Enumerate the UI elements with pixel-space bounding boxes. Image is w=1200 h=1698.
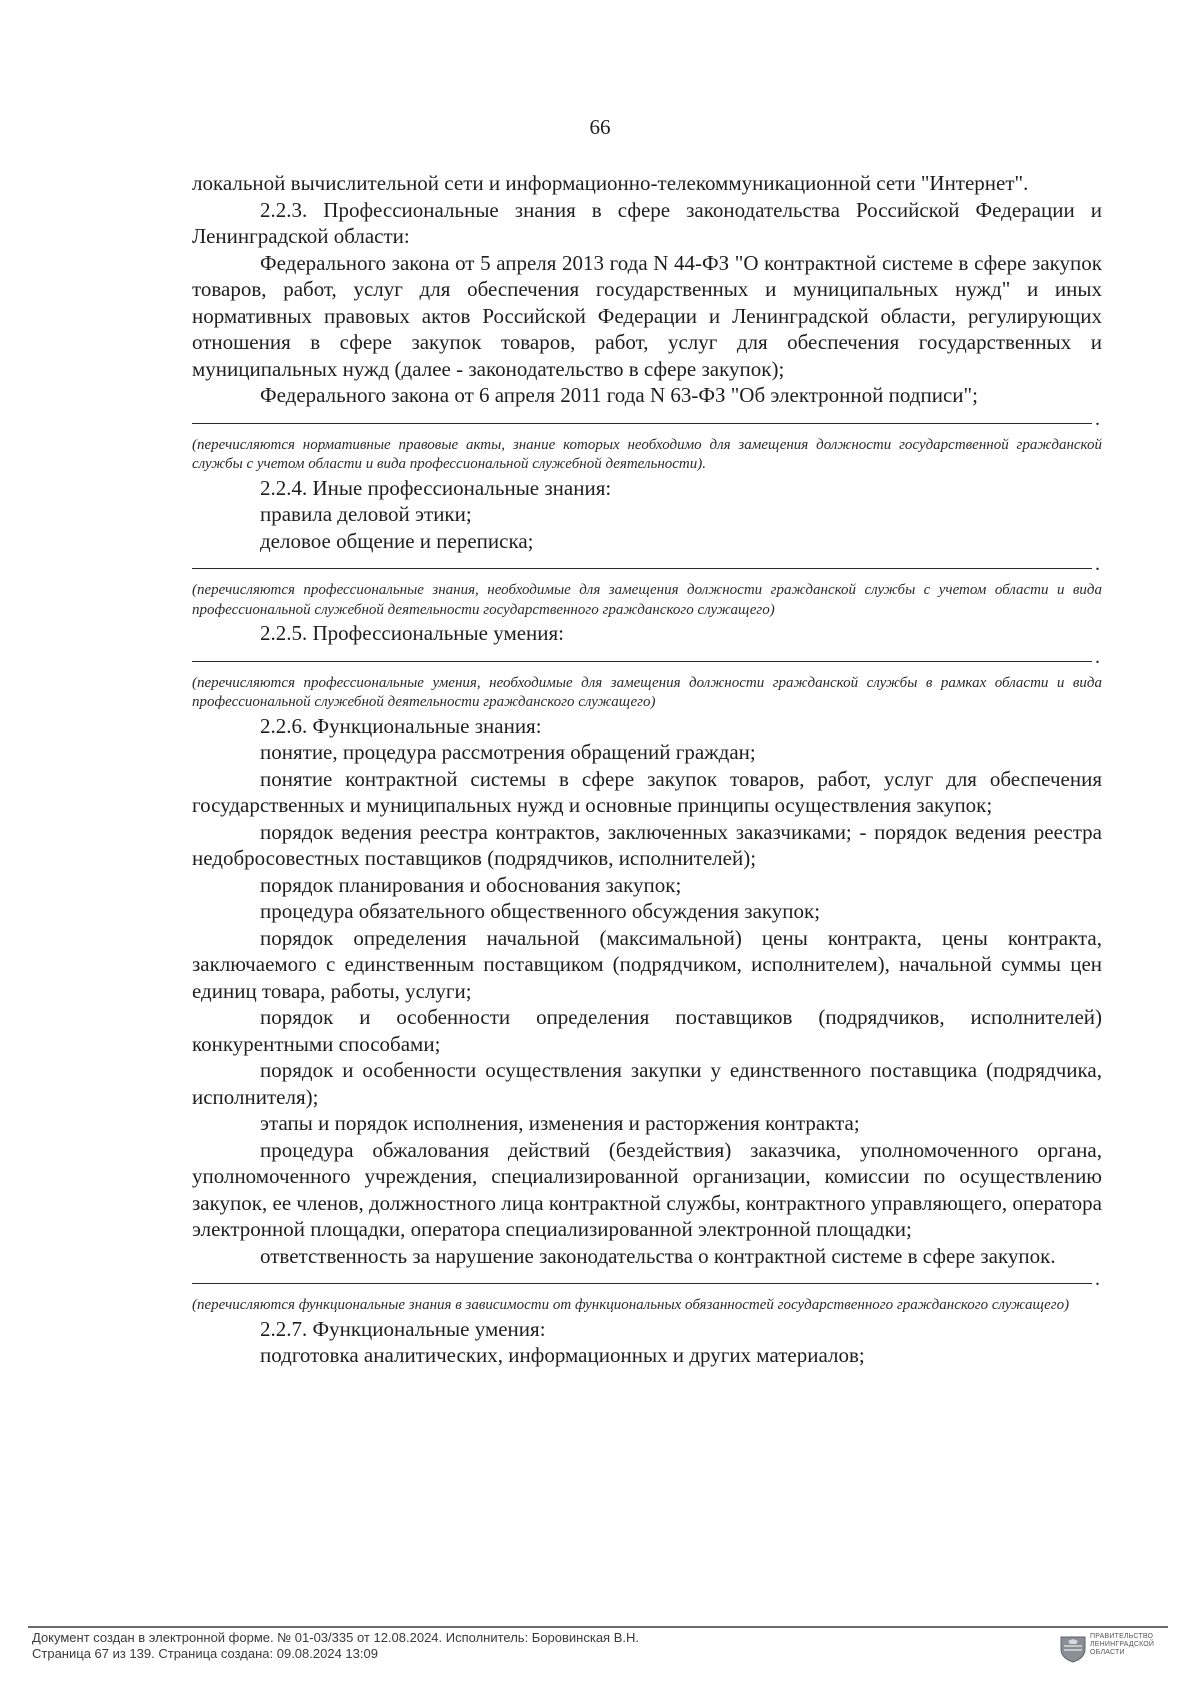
list-item: этапы и порядок исполнения, изменения и расторжения контракта; [260, 1111, 860, 1135]
footnote-note: (перечисляются профессиональные знания, необходимые для замещения должности гражданской службы с учетом области и вида профессиональной служебной деятельности государственного гражданского служащего) [192, 582, 1102, 618]
list-item: процедура обжалования действий (бездействия) заказчика, уполномоченного органа, уполномоченного учреждения, специализированной организации, комиссии по осуществлению закупок, ее членов, должностного лица контрактной службы, контрактного управляющего, оператора электронной площадки, оператора специализированной электронной площадки; [192, 1137, 1102, 1241]
list-item: процедура обязательного общественного обсуждения закупок; [260, 899, 821, 923]
logo-text-line: ОБЛАСТИ [1090, 1649, 1125, 1656]
footer-divider [28, 1626, 1168, 1628]
section-heading: 2.2.5. Профессиональные умения: [260, 621, 565, 645]
blank-fill-line [192, 568, 1092, 569]
list-item: деловое общение и переписка; [260, 528, 534, 553]
logo-text-line: ЛЕНИНГРАДСКОЙ [1090, 1641, 1155, 1648]
list-item: правила деловой этики; [260, 502, 472, 526]
list-item: порядок определения начальной (максимальной) цены контракта, цены контракта, заключаемого с единственным поставщиком (подрядчиком, исполнителем), начальной суммы цен единиц товара, работы, услуги; [192, 925, 1102, 1003]
blank-fill-line [192, 661, 1092, 662]
blank-fill-line [192, 423, 1092, 424]
footer-page-info: Страница 67 из 139. Страница создана: 09.08.2024 13:09 [32, 1646, 378, 1661]
footer-document-info: Документ создан в электронной форме. № 01-03/335 от 12.08.2024. Исполнитель: Боровинская В.Н. [32, 1630, 639, 1645]
page-number: 66 [589, 115, 611, 139]
section-heading: 2.2.7. Функциональные умения: [260, 1316, 546, 1341]
paragraph: Федерального закона от 5 апреля 2013 года N 44-ФЗ "О контрактной системе в сфере закупок товаров, работ, услуг для обеспечения государственных и муниципальных нужд" и иных нормативных правовых актов Российской Федерации и Ленинградской области, регулирующих отношения в сфере закупок товаров, работ, услуг для обеспечения государственных и муниципальных нужд (далее - законодательство в сфере закупок); [192, 250, 1102, 381]
document-footer [32, 1630, 932, 1662]
document-body [192, 170, 1102, 1369]
list-item: порядок ведения реестра контрактов, заключенных заказчиками; - порядок ведения реестра недобросовестных поставщиков (подрядчиков, исполнителей); [192, 819, 1102, 870]
list-item: порядок планирования и обоснования закупок; [260, 872, 682, 897]
list-item: подготовка аналитических, информационных и других материалов; [260, 1343, 865, 1367]
list-item: ответственность за нарушение законодательства о контрактной системе в сфере закупок. [260, 1243, 1056, 1268]
coat-of-arms-icon [1058, 1634, 1088, 1664]
section-heading: 2.2.3. Профессиональные знания в сфере законодательства Российской Федерации и Ленинградской области: [192, 197, 1102, 248]
paragraph: Федерального закона от 6 апреля 2011 года N 63-ФЗ "Об электронной подписи"; [260, 383, 978, 407]
paragraph: локальной вычислительной сети и информационно-телекоммуникационной сети "Интернет". [192, 171, 1029, 195]
government-logo [1058, 1632, 1178, 1668]
section-heading: 2.2.4. Иные профессиональные знания: [260, 475, 612, 500]
list-item: порядок и особенности определения поставщиков (подрядчиков, исполнителей) конкурентными способами; [192, 1005, 1102, 1056]
footnote-note: (перечисляются нормативные правовые акты, знание которых необходимо для замещения должности государственной гражданской службы с учетом области и вида профессиональной служебной деятельности). [192, 436, 1102, 472]
logo-text-line: ПРАВИТЕЛЬСТВО [1090, 1633, 1154, 1640]
list-item: порядок и особенности осуществления закупки у единственного поставщика (подрядчика, исполнителя); [192, 1058, 1102, 1109]
list-item: понятие, процедура рассмотрения обращений граждан; [260, 740, 756, 764]
footnote-note: (перечисляются профессиональные умения, необходимые для замещения должности гражданской службы в рамках области и вида профессиональной служебной деятельности гражданского служащего) [192, 674, 1102, 710]
footnote-note: (перечисляются функциональные знания в зависимости от функциональных обязанностей государственного гражданского служащего) [192, 1297, 1070, 1313]
list-item: понятие контрактной системы в сфере закупок товаров, работ, услуг для обеспечения государственных и муниципальных нужд и основные принципы осуществления закупок; [192, 766, 1102, 817]
section-heading: 2.2.6. Функциональные знания: [260, 713, 542, 738]
blank-fill-line [192, 1283, 1092, 1284]
